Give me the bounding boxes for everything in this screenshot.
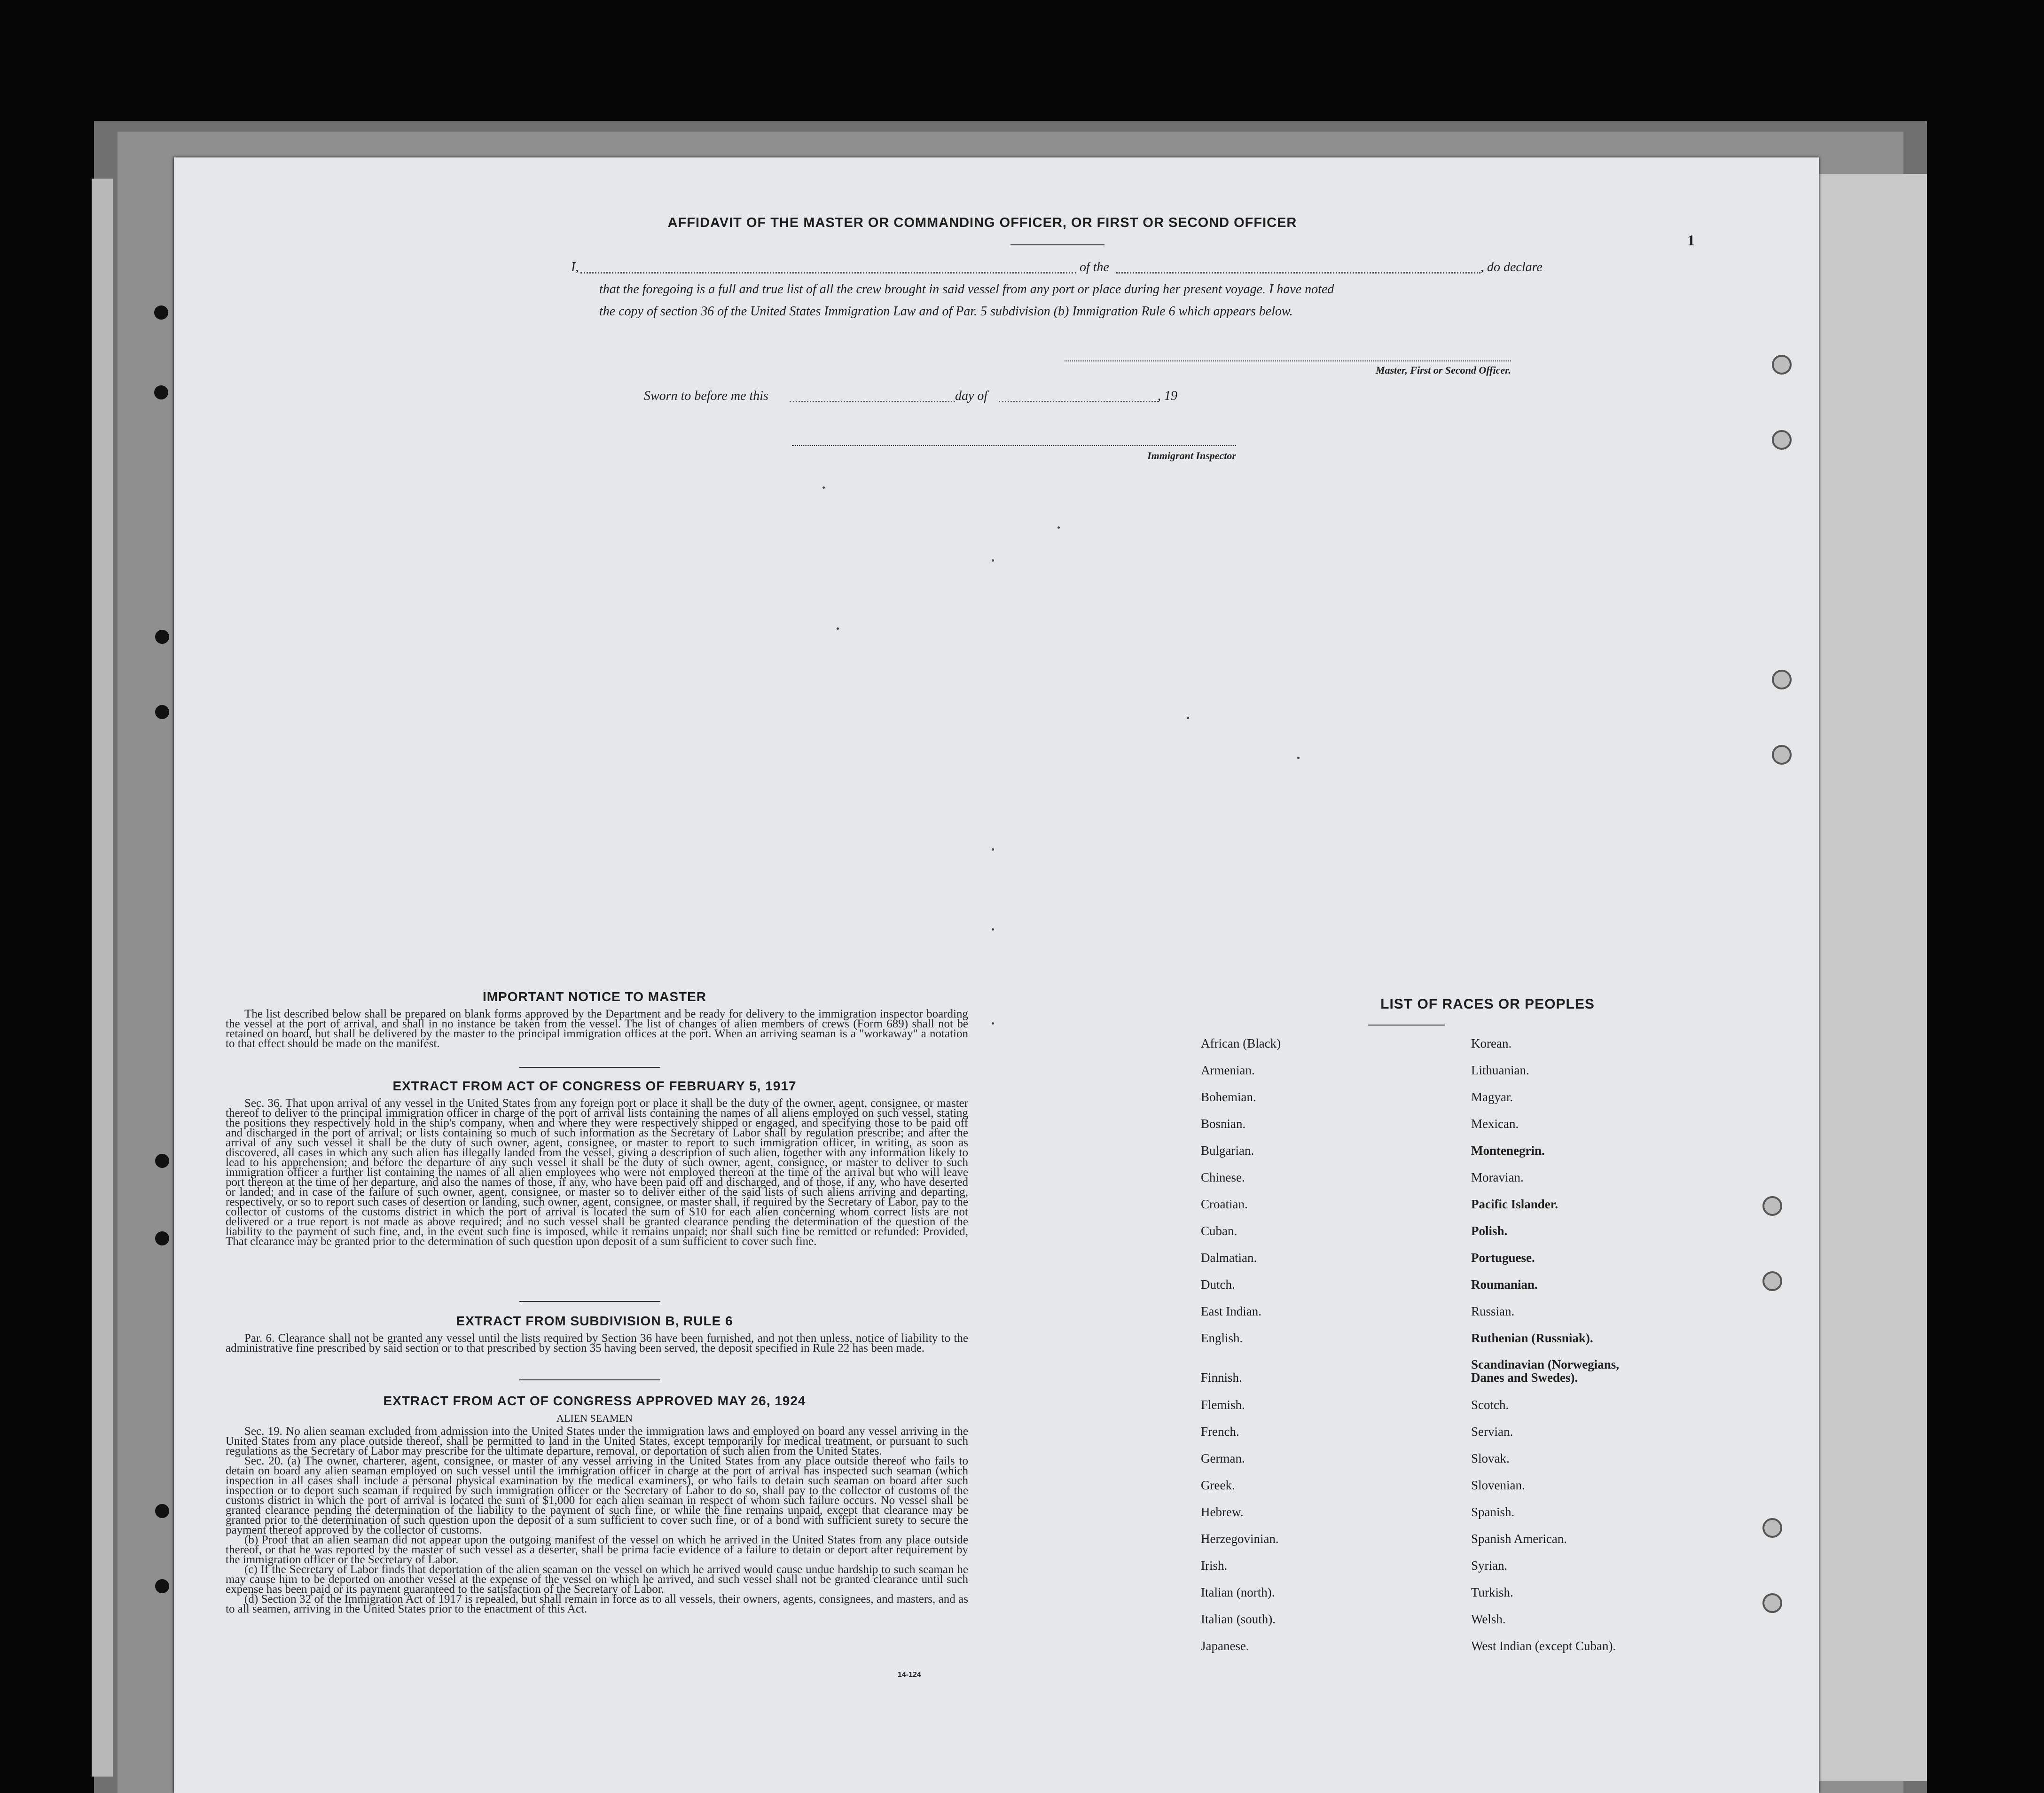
race-item: Servian. xyxy=(1471,1425,1513,1439)
race-item: Welsh. xyxy=(1471,1612,1506,1626)
race-item: Pacific Islander. xyxy=(1471,1197,1558,1211)
binder-hole xyxy=(155,1504,169,1518)
declaration-line-2: that the foregoing is a full and true list of all the crew brought in said vessel from any port or place during her present voyage. I have noted xyxy=(599,282,1334,297)
form-number: 14-124 xyxy=(898,1671,921,1679)
declarant-name-field[interactable] xyxy=(580,272,1076,274)
speck xyxy=(1187,717,1189,719)
extract-1924-subtitle: ALIEN SEAMEN xyxy=(556,1412,633,1424)
sworn-day-field[interactable] xyxy=(790,401,955,402)
race-item: Roumanian. xyxy=(1471,1277,1538,1292)
races-left-column xyxy=(1201,1036,1445,1666)
speck xyxy=(1057,526,1060,529)
extract-1924-title: EXTRACT FROM ACT OF CONGRESS APPROVED MAY 26, 1924 xyxy=(383,1394,806,1408)
binder-hole xyxy=(155,705,169,719)
vessel-name-field[interactable] xyxy=(1116,272,1480,274)
year-label: , 19 xyxy=(1158,389,1177,403)
binder-hole xyxy=(155,1579,169,1593)
page-number: 1 xyxy=(1687,232,1695,249)
race-item: Croatian. xyxy=(1201,1197,1248,1211)
race-item: African (Black) xyxy=(1201,1036,1281,1050)
extract-1917-body: Sec. 36. That upon arrival of any vessel in the United States from any foreign port or place it shall be the duty of the owner, agent, consignee, or master thereof to deliver to the principal immigration officer in charge of the port of arrival lists containing the names of all aliens employed on such vessel, stating the positions they respectively hold in the ship's company, when and where they were respectively shipped or engaged, and specifying those to be paid off and discharged in the port of arrival; or lists containing so much of such information as the Secretary of Labor shall by regulation prescribe; and after the arrival of any such vessel it shall be the duty of such owner, agent, consignee, or master to report to such immigration officer, in writing, as soon as discovered, all cases in which any such alien has illegally landed from the vessel, giving a description of such alien, together with any information likely to lead to his apprehension; and before the departure of any such vessel it shall be the duty of such owner, agent, consignee, or master to deliver to such immigration officer a further list containing the names of all alien employees who were not employed thereon at the time of the arrival but who will leave port thereon at the time of her departure, and also the names of those, if any, who have been paid off and discharged, and of those, if any, who have deserted or landed; and in case of the failure of such owner, agent, consignee, or master so to deliver either of the said lists of such aliens arriving and departing, respectively, or so to report such cases of desertion or landing, such owner, agent, consignee, or master shall, if required by the Secretary of Labor, pay to the collector of customs of the customs district in which the port of arrival is located the sum of $10 for each alien concerning whom correct lists are not delivered or a true report is not made as above required; and no such vessel shall be granted clearance pending the determination of the question of the liability to the payment of such fine, and, in the event such fine is imposed, while it remains unpaid; nor shall such fine be remitted or refunded: Provided, That clearance may be granted prior to the determination of such question upon deposit of a sum sufficient to cover such fine. xyxy=(226,1097,968,1248)
inspector-signature-field[interactable] xyxy=(792,445,1236,446)
speck xyxy=(837,627,839,630)
sec-19-paragraph: Sec. 19. No alien seaman excluded from admission into the United States under the immigration laws and employed on board any vessel arriving in the United States from any place outside thereof, shall be permitted to land in the United States, except temporarily for medical treatment, or pursuant to such regulations as the Secretary of Labor may prescribe for the ultimate departure, removal, or deportation of such alien from the United States. xyxy=(226,1425,968,1457)
punch-hole xyxy=(1772,670,1792,689)
race-item: Dalmatian. xyxy=(1201,1251,1257,1265)
speck xyxy=(992,848,994,851)
sec-20a-paragraph: Sec. 20. (a) The owner, charterer, agent, consignee, or master of any vessel arriving in the United States from any place outside thereof who fails to detain on board any alien seaman employed on such vessel until the immigration officer in charge at the port of arrival has inspected such seaman (which inspection in all cases shall include a personal physical examination by the medical examiners), or who fails to detain such seaman on board after such inspection or to deport such seaman if required by such immigration officer or the Secretary of Labor to do so, shall pay to the collector of customs of the customs district in which the port of arrival is located the sum of $1,000 for each alien seaman in respect of whom such failure occurs. No vessel shall be granted clearance pending the determination of the liability to the payment of such fine, or while the fine remains unpaid, except that clearance may be granted prior to the determination of such question upon the deposit of a sum sufficient to cover such fine, or of a bond with sufficient surety to secure the payment thereof approved by the collector of customs. xyxy=(226,1455,968,1536)
affidavit-title: AFFIDAVIT OF THE MASTER OR COMMANDING OFFICER, OR FIRST OR SECOND OFFICER xyxy=(667,215,1297,230)
race-item: Montenegrin. xyxy=(1471,1143,1545,1158)
punch-hole xyxy=(1762,1196,1782,1216)
race-item: Portuguese. xyxy=(1471,1251,1535,1265)
race-item: French. xyxy=(1201,1425,1239,1439)
race-item: Slovenian. xyxy=(1471,1478,1525,1492)
adjacent-sheet xyxy=(1819,174,1927,1781)
master-signature-field[interactable] xyxy=(1065,360,1511,361)
race-item: Bosnian. xyxy=(1201,1117,1246,1131)
races-title: LIST OF RACES OR PEOPLES xyxy=(1380,996,1595,1012)
punch-hole xyxy=(1762,1271,1782,1291)
race-item: Lithuanian. xyxy=(1471,1063,1529,1077)
race-item: West Indian (except Cuban). xyxy=(1471,1639,1616,1653)
binder-hole xyxy=(155,1231,169,1245)
declarant-label: I, xyxy=(571,260,579,274)
sec-20b-paragraph: (b) Proof that an alien seaman did not appear upon the outgoing manifest of the vessel on which he arrived in the United States from any place outside thereof, or that he was reported by the master of such vessel as a deserter, shall be prima facie evidence of a failure to detain or deport after requirement by the immigration officer or the Secretary of Labor. xyxy=(226,1534,968,1566)
race-item: Chinese. xyxy=(1201,1170,1245,1184)
race-item: Bohemian. xyxy=(1201,1090,1256,1104)
sec-20d-paragraph: (d) Section 32 of the Immigration Act of 1917 is repealed, but shall remain in force as to all vessels, their owners, agents, consignees, and masters, and as to all seamen, arriving in the United States prior to the enactment of this Act. xyxy=(226,1593,968,1615)
race-item: Turkish. xyxy=(1471,1585,1513,1599)
race-item: Magyar. xyxy=(1471,1090,1513,1104)
race-item: Herzegovinian. xyxy=(1201,1532,1279,1546)
binder-hole xyxy=(155,1154,169,1168)
race-item: Mexican. xyxy=(1471,1117,1519,1131)
section-divider xyxy=(519,1379,660,1380)
race-item: Scandinavian (Norwegians, Danes and Swedes). xyxy=(1471,1357,1620,1385)
section-divider xyxy=(519,1301,660,1302)
punch-hole xyxy=(1762,1593,1782,1613)
punch-hole xyxy=(1772,745,1792,765)
race-item: Scotch. xyxy=(1471,1398,1509,1412)
race-item: German. xyxy=(1201,1451,1245,1465)
extract-1924-body xyxy=(226,1426,968,1614)
speck xyxy=(992,928,994,931)
race-item: Italian (north). xyxy=(1201,1585,1275,1599)
race-item: Finnish. xyxy=(1201,1370,1242,1385)
extract-rule6-title: EXTRACT FROM SUBDIVISION B, RULE 6 xyxy=(456,1314,733,1328)
race-item: Cuban. xyxy=(1201,1224,1237,1238)
races-right-column xyxy=(1471,1036,1734,1666)
race-item: Spanish American. xyxy=(1471,1532,1567,1546)
race-item: Flemish. xyxy=(1201,1398,1245,1412)
sworn-label: Sworn to before me this xyxy=(644,389,768,403)
notice-body: The list described below shall be prepared on blank forms approved by the Department and be ready for delivery to the immigration inspector boarding the vessel at the port of arrival, and shall in no instance be taken from the vessel. The list of changes of alien members of crews (Form 689) shall not be retained on board, but shall be delivered by the master to the principal immigration offices at the port. When an arriving seaman is a "workaway" a notation to that effect should be made on the manifest. xyxy=(226,1008,968,1050)
race-item: Armenian. xyxy=(1201,1063,1255,1077)
speck xyxy=(1297,757,1300,759)
race-item: English. xyxy=(1201,1331,1243,1345)
races-title-underline xyxy=(1368,1025,1445,1026)
race-item: Korean. xyxy=(1471,1036,1512,1050)
speck xyxy=(992,1022,994,1025)
section-divider xyxy=(519,1067,660,1068)
race-item: Dutch. xyxy=(1201,1277,1235,1292)
title-underline xyxy=(1010,244,1104,245)
race-item: Russian. xyxy=(1471,1304,1515,1318)
extract-1917-title: EXTRACT FROM ACT OF CONGRESS OF FEBRUARY 5, 1917 xyxy=(392,1079,797,1093)
race-item: Moravian. xyxy=(1471,1170,1524,1184)
speck xyxy=(992,559,994,562)
sworn-month-field[interactable] xyxy=(999,401,1159,402)
day-of-label: day of xyxy=(955,389,988,403)
sworn-line xyxy=(644,389,1208,407)
speck xyxy=(822,486,825,489)
binder-hole xyxy=(154,305,168,320)
race-item: Italian (south). xyxy=(1201,1612,1276,1626)
punch-hole xyxy=(1772,355,1792,375)
race-item: Polish. xyxy=(1471,1224,1508,1238)
declare-label: , do declare xyxy=(1480,260,1543,274)
race-item: Bulgarian. xyxy=(1201,1143,1254,1158)
race-item: East Indian. xyxy=(1201,1304,1261,1318)
race-item: Slovak. xyxy=(1471,1451,1510,1465)
race-item: Japanese. xyxy=(1201,1639,1249,1653)
notice-title: IMPORTANT NOTICE TO MASTER xyxy=(482,989,707,1004)
vessel-label: of the xyxy=(1080,260,1109,274)
race-item: Ruthenian (Russniak). xyxy=(1471,1331,1593,1345)
binder-hole xyxy=(154,385,168,399)
declaration-line-3: the copy of section 36 of the United States Immigration Law and of Par. 5 subdivision (b) Immigration Rule 6 which appears below. xyxy=(599,304,1293,319)
race-item: Syrian. xyxy=(1471,1558,1508,1573)
binder-hole xyxy=(155,630,169,644)
race-item: Irish. xyxy=(1201,1558,1228,1573)
race-item: Hebrew. xyxy=(1201,1505,1244,1519)
punch-hole xyxy=(1772,430,1792,450)
race-item: Spanish. xyxy=(1471,1505,1515,1519)
master-signature-label: Master, First or Second Officer. xyxy=(1375,364,1511,376)
declaration-line-1 xyxy=(571,260,1690,279)
race-item: Greek. xyxy=(1201,1478,1235,1492)
binder-strip xyxy=(92,179,113,1777)
sec-20c-paragraph: (c) If the Secretary of Labor finds that deportation of the alien seaman on the vessel on which he arrived would cause undue hardship to such seaman he may cause him to be deported on another vessel at the expense of the vessel on which he arrived, and such vessel shall not be granted clearance until such expense has been paid or its payment guaranteed to the satisfaction of the Secretary of Labor. xyxy=(226,1563,968,1596)
punch-hole xyxy=(1762,1518,1782,1538)
inspector-label: Immigrant Inspector xyxy=(1147,450,1236,462)
extract-rule6-body: Par. 6. Clearance shall not be granted any vessel until the lists required by Section 36 have been furnished, and not then unless, notice of liability to the administrative fine prescribed by said section or to that prescribed by section 35 having been served, the deposit specified in Rule 22 has been made. xyxy=(226,1332,968,1355)
form-page xyxy=(174,157,1819,1793)
